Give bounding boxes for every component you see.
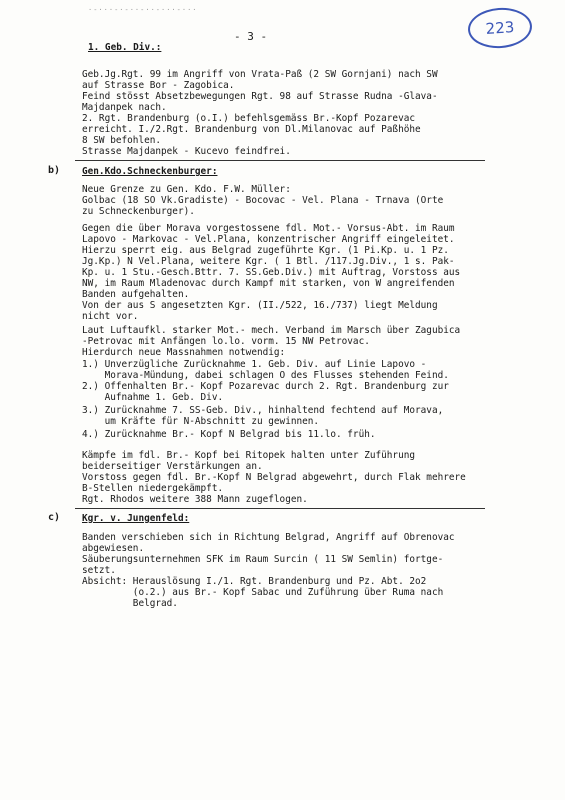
section-c-line: abgewiesen. xyxy=(82,543,145,554)
section-1-line: Geb.Jg.Rgt. 99 im Angriff von Vrata-Paß (2 SW Gornjani) nach SW xyxy=(82,69,438,80)
section-b-line: Gegen die über Morava vorgestossene fdl. Mot.- Vorsus-Abt. im Raum xyxy=(82,223,455,234)
section-b-marker: b) xyxy=(48,165,61,176)
stamp-number: 223 xyxy=(485,18,515,38)
section-b-line: Morava-Mündung, dabei schlagen O des Flusses stehenden Feind. xyxy=(82,370,449,381)
section-b-line: 4.) Zurücknahme Br.- Kopf N Belgrad bis 11.lo. früh. xyxy=(82,429,376,440)
section-b-line: NW, im Raum Mladenovac durch Kampf mit starken, von W angreifenden xyxy=(82,278,455,289)
section-b-line: Vorstoss gegen fdl. Br.-Kopf N Belgrad abgewehrt, durch Flak mehrere xyxy=(82,472,466,483)
section-b-heading: Gen.Kdo.Schneckenburger: xyxy=(82,166,218,177)
section-b-line: um Kräfte für N-Abschnitt zu gewinnen. xyxy=(82,416,320,427)
top-mark: ·-···-·-··-··-···-··· xyxy=(88,6,198,14)
section-1-line: Majdanpek nach. xyxy=(82,102,167,113)
section-1-line: Feind stösst Absetzbewegungen Rgt. 98 auf Strasse Rudna -Glava- xyxy=(82,91,438,102)
section-c-heading: Kgr. v. Jungenfeld: xyxy=(82,513,190,524)
section-b-line: Kp. u. 1 Stu.-Gesch.Bttr. 7. SS.Geb.Div.) mit Auftrag, Vorstoss aus xyxy=(82,267,461,278)
section-b-line: Kämpfe im fdl. Br.- Kopf bei Ritopek halten unter Zuführung xyxy=(82,450,416,461)
section-c-line: Banden verschieben sich in Richtung Belgrad, Angriff auf Obrenovac xyxy=(82,532,455,543)
section-b-line: Banden aufgehalten. xyxy=(82,289,190,300)
archive-stamp xyxy=(467,6,534,50)
section-b-line: -Petrovac mit Anfängen lo.lo. vorm. 15 NW Petrovac. xyxy=(82,336,370,347)
section-b-line: Rgt. Rhodos weitere 388 Mann zugeflogen. xyxy=(82,494,308,505)
section-b-line: Golbac (18 SO Vk.Gradiste) - Bocovac - Vel. Plana - Trnava (Orte xyxy=(82,195,444,206)
section-c-line: Säuberungsunternehmen SFK im Raum Surcin ( 11 SW Semlin) fortge- xyxy=(82,554,444,565)
section-1-line: Strasse Majdanpek - Kucevo feindfrei. xyxy=(82,146,291,157)
section-b-line: Neue Grenze zu Gen. Kdo. F.W. Müller: xyxy=(82,184,291,195)
section-b-line: Aufnahme 1. Geb. Div. xyxy=(82,392,224,403)
section-b-line: Hierdurch neue Massnahmen notwendig: xyxy=(82,347,286,358)
section-b-line: beiderseitiger Verstärkungen an. xyxy=(82,461,263,472)
page-number: - 3 - xyxy=(234,30,268,43)
section-c-line: Absicht: Herauslösung I./1. Rgt. Brandenburg und Pz. Abt. 2o2 xyxy=(82,576,427,587)
section-1-line: erreicht. I./2.Rgt. Brandenburg von Dl.Milanovac auf Paßhöhe xyxy=(82,124,421,135)
section-b-line: Von der aus S angesetzten Kgr. (II./522, 16./737) liegt Meldung xyxy=(82,300,438,311)
section-b-line: Jg.Kp.) N Vel.Plana, weitere Kgr. ( 1 Btl. /117.Jg.Div., 1 s. Pak- xyxy=(82,256,455,267)
section-c-line: Belgrad. xyxy=(82,598,178,609)
section-divider xyxy=(75,160,485,161)
section-c-marker: c) xyxy=(48,512,61,523)
section-1-line: 8 SW befohlen. xyxy=(82,135,162,146)
section-c-line: (o.2.) aus Br.- Kopf Sabac und Zuführung über Ruma nach xyxy=(82,587,444,598)
section-1-line: 2. Rgt. Brandenburg (o.I.) befehlsgemäss Br.-Kopf Pozarevac xyxy=(82,113,416,124)
section-divider xyxy=(75,508,485,509)
section-b-line: Laut Luftaufkl. starker Mot.- mech. Verband im Marsch über Zagubica xyxy=(82,325,461,336)
section-b-line: B-Stellen niedergekämpft. xyxy=(82,483,224,494)
section-b-line: Lapovo - Markovac - Vel.Plana, konzentrischer Angriff eingeleitet. xyxy=(82,234,455,245)
section-b-line: 1.) Unverzügliche Zurücknahme 1. Geb. Div. auf Linie Lapovo - xyxy=(82,359,427,370)
section-b-line: 2.) Offenhalten Br.- Kopf Pozarevac durch 2. Rgt. Brandenburg zur xyxy=(82,381,449,392)
section-1-line: auf Strasse Bor - Zagobica. xyxy=(82,80,235,91)
section-b-line: zu Schneckenburger). xyxy=(82,206,195,217)
section-b-line: Hierzu sperrt eig. aus Belgrad zugeführte Kgr. (1 Pi.Kp. u. 1 Pz. xyxy=(82,245,449,256)
section-1-heading: 1. Geb. Div.: xyxy=(88,42,162,53)
section-c-line: setzt. xyxy=(82,565,116,576)
section-b-line: nicht vor. xyxy=(82,311,139,322)
section-b-line: 3.) Zurücknahme 7. SS-Geb. Div., hinhaltend fechtend auf Morava, xyxy=(82,405,444,416)
